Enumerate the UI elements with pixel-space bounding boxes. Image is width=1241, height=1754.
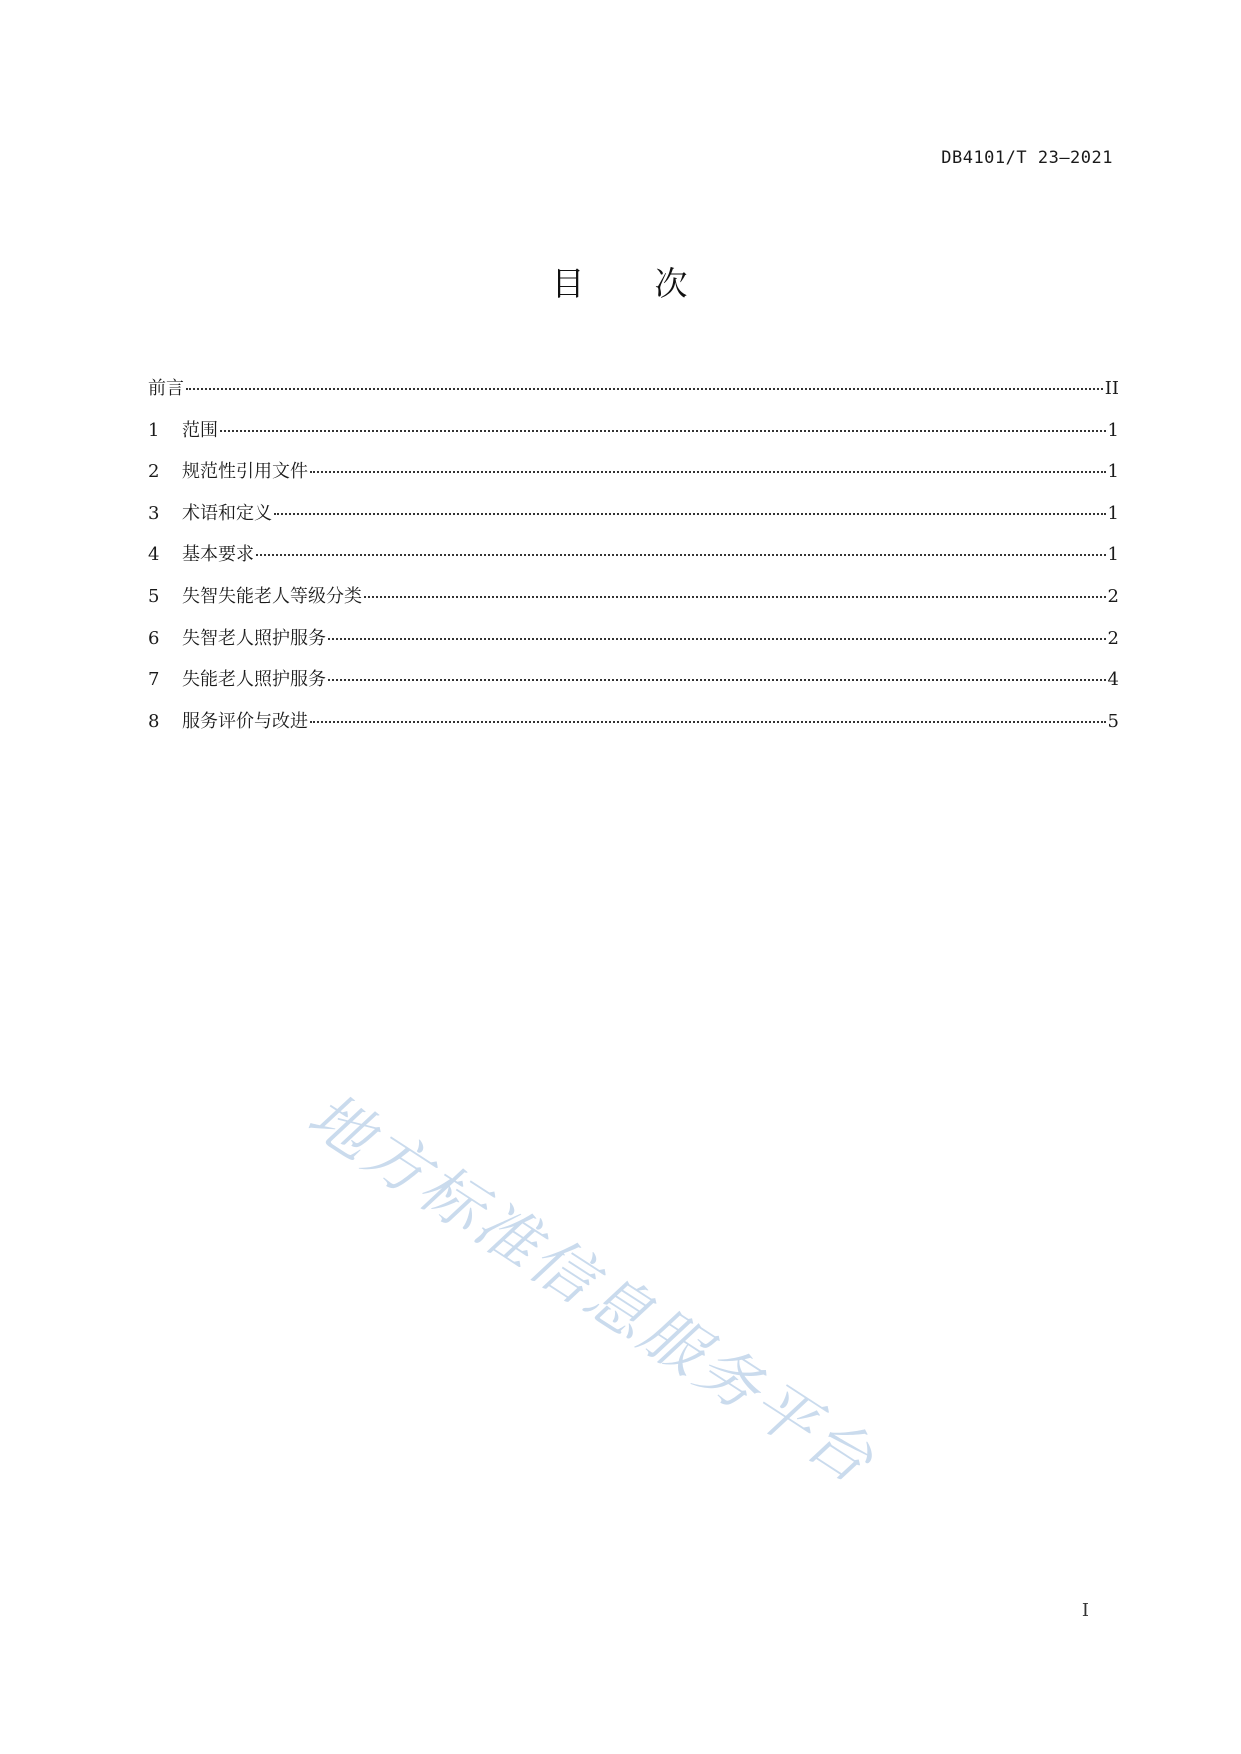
toc-entry-label: 基本要求: [182, 544, 254, 566]
toc-entry-page: 2: [1107, 585, 1119, 607]
toc-leader-dots: [256, 554, 1106, 556]
toc-leader-dots: [310, 471, 1106, 473]
toc-entry-3[interactable]: [148, 499, 1119, 541]
toc-entry-label: 范围: [182, 419, 218, 441]
page-title: [0, 258, 1241, 305]
toc-entry-label: 失智失能老人等级分类: [182, 585, 362, 607]
toc-entry-label: 失智老人照护服务: [182, 627, 326, 649]
toc-leader-dots: [328, 679, 1106, 681]
toc-entry-6[interactable]: [148, 624, 1119, 666]
toc-entry-page: 1: [1107, 461, 1119, 483]
toc-entry-7[interactable]: [148, 665, 1119, 707]
toc-entry-5[interactable]: [148, 582, 1119, 624]
toc-entry-page: 1: [1107, 419, 1119, 441]
toc-entry-page: 1: [1107, 544, 1119, 566]
toc-entry-number: 5: [148, 585, 160, 607]
toc-entry-1[interactable]: [148, 416, 1119, 458]
toc-entry-page: 4: [1107, 669, 1119, 691]
toc-entry-page: 2: [1107, 627, 1119, 649]
toc-leader-dots: [220, 430, 1106, 432]
page-number: I: [1081, 1600, 1089, 1621]
toc-entry-label: 失能老人照护服务: [182, 669, 326, 691]
table-of-contents: [148, 374, 1119, 748]
toc-entry-4[interactable]: [148, 540, 1119, 582]
toc-entry-label: 服务评价与改进: [182, 710, 308, 732]
toc-leader-dots: [186, 388, 1103, 390]
toc-entry-page: 1: [1107, 502, 1119, 524]
toc-entry-number: 2: [148, 461, 160, 483]
toc-leader-dots: [274, 513, 1106, 515]
toc-entry-number: 8: [148, 710, 160, 732]
toc-entry-label: 术语和定义: [182, 502, 272, 524]
toc-leader-dots: [328, 638, 1106, 640]
toc-entry-number: 7: [148, 669, 160, 691]
watermark: 地方标准信息服务平台: [295, 1078, 889, 1499]
title-char-1: 目: [551, 264, 587, 303]
toc-entry-2[interactable]: [148, 457, 1119, 499]
toc-leader-dots: [364, 596, 1106, 598]
toc-entry-number: 4: [148, 544, 160, 566]
toc-entry-number: 1: [148, 419, 160, 441]
toc-entry-number: 3: [148, 502, 160, 524]
toc-entry-page: II: [1104, 378, 1119, 399]
toc-entry-page: 5: [1107, 710, 1119, 732]
toc-entry-number: 6: [148, 627, 160, 649]
toc-entry-8[interactable]: [148, 707, 1119, 749]
document-number: DB4101/T 23—2021: [941, 148, 1113, 168]
toc-entry-foreword[interactable]: [148, 374, 1119, 416]
toc-entry-label: 规范性引用文件: [182, 461, 308, 483]
toc-entry-label: 前言: [148, 378, 184, 399]
toc-leader-dots: [310, 721, 1106, 723]
title-char-2: 次: [654, 264, 690, 303]
